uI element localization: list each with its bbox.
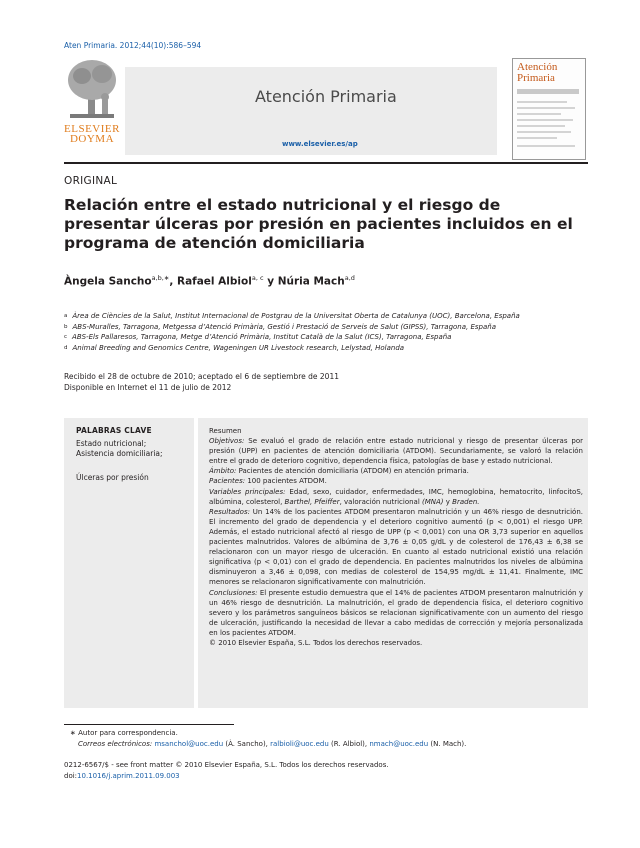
author-name: Rafael Albiol <box>176 275 252 288</box>
variables-mna: (MNA) <box>422 497 444 506</box>
author-separator: y <box>263 275 278 288</box>
cover-line <box>517 107 575 109</box>
affiliation-item <box>64 332 594 343</box>
correspondence-footnote <box>70 728 466 750</box>
author-affiliation-marks: a,b,∗ <box>151 274 170 282</box>
corresponding-text: Autor para correspondencia. <box>78 729 178 737</box>
abstract-patients <box>209 476 583 486</box>
keyword-item: Estado nutricional; <box>76 439 147 448</box>
affiliation-text: ABS-Els Pallaresos, Tarragona, Metge d’Atenció Primària, Institut Català de la Salut (ICS), Tarragona, España <box>72 333 452 341</box>
abstract-text <box>209 426 583 648</box>
cover-line <box>517 101 567 103</box>
asterisk-mark: ∗ <box>70 729 79 737</box>
abstract-conclusions <box>209 588 583 638</box>
author-affiliation-marks: a, c <box>251 274 264 282</box>
affiliation-item <box>64 311 594 322</box>
publisher-logo-text: ELSEVIER DOYMA <box>64 123 120 145</box>
email-line <box>70 739 466 750</box>
abstract-results <box>209 507 583 588</box>
abstract-variables <box>209 487 583 507</box>
affiliation-text: ABS-Muralles, Tarragona, Metgessa d’Atenció Primària, Gestió i Prestació de Serveis de Salut (GIPSS), Tarragona, España <box>72 322 497 331</box>
abstract-objectives <box>209 436 583 466</box>
setting-text: Pacientes de atención domiciliaria (ATDOM) en atención primaria. <box>236 467 469 476</box>
abstract-copyright: © 2010 Elsevier España, S.L. Todos los derechos reservados. <box>209 638 423 647</box>
tree-icon <box>64 58 120 122</box>
affiliation-mark: c <box>64 334 68 340</box>
author-name: Núria Mach <box>277 275 345 288</box>
page-footer <box>64 760 389 782</box>
email-link-albiol[interactable]: ralbioli@uoc.edu <box>270 740 329 748</box>
setting-label: Ámbito: <box>209 467 237 476</box>
affiliation-mark: a <box>64 313 68 319</box>
email-owner: (À. Sancho), <box>223 740 271 748</box>
affiliation-mark: d <box>64 344 68 351</box>
journal-citation: Aten Primaria. 2012;44(10):586–594 <box>64 41 202 50</box>
cover-line <box>517 131 571 133</box>
issn-line: 0212-6567/$ - see front matter © 2010 Elsevier España, S.L. Todos los derechos reservados. <box>64 761 389 769</box>
cover-line <box>517 125 565 127</box>
cover-title: Atención Primaria <box>517 61 558 84</box>
email-owner: (N. Mach). <box>428 740 467 748</box>
online-date: Disponible en Internet el 11 de julio de 2012 <box>64 383 232 392</box>
article-dates <box>64 371 339 393</box>
variables-scales: Barthel, Pfeiffer <box>284 497 340 506</box>
affiliation-item <box>64 322 594 333</box>
author-separator: , <box>169 275 177 288</box>
affiliation-text: Animal Breeding and Genomics Centre, Wageningen UR Livestock research, Lelystad, Holanda <box>72 343 405 352</box>
cover-line <box>517 137 557 139</box>
cover-line <box>517 145 575 147</box>
email-link-sancho[interactable]: msanchol@uoc.edu <box>154 740 224 748</box>
variables-text: , valoración nutricional <box>339 497 423 506</box>
variables-text: Edad, sexo, cuidador, enfermedades, IMC, hemoglobina, hematocrito, linfocitoS, albúmina, colesterol, <box>209 487 583 506</box>
keyword-item: Úlceras por presión <box>76 473 149 482</box>
objectives-label: Objetivos: <box>209 437 245 446</box>
email-link-mach[interactable]: nmach@uoc.edu <box>369 740 429 748</box>
author-affiliation-marks: a,d <box>344 274 355 282</box>
patients-text: 100 pacientes ATDOM. <box>245 477 327 486</box>
corresponding-author-note <box>70 728 466 739</box>
footnote-divider <box>64 724 234 725</box>
email-owner: (R. Albiol), <box>328 740 370 748</box>
results-label: Resultados: <box>209 507 250 516</box>
abstract-box <box>198 418 588 708</box>
cover-band <box>517 89 579 94</box>
affiliation-text: Àrea de Ciències de la Salut, Institut Internacional de Postgrau de la Universitat Oberta de Catalunya (UOC), Barcelona, España <box>72 312 520 320</box>
results-text: Un 14% de los pacientes ATDOM presentaron malnutrición y un 46% riesgo de desnutrición. El incremento del grado de dependencia y el deterioro cognitivo aumentó (p < 0,001) el riesgo UPP. Además, el estado nutricional afectó al riesgo de UPP (p < 0,001) con una OR 3,73 superior en aquellos pacientes malnutridos. Valores de albúmina de 3,76 ± 0,05 g/dL y de colesterol de 176,43 ± 6,38 se relacionaron con un mayor riesgo de ulceración. En cuanto al estado nutricional existió una relación significativa (p < 0,01) con el grado de dependencia. En pacientes malnutridos los niveles de albúmina disminuyeron a 3,46 ± 0,098, con medias de colesterol de 154,95 mg/dL ± 11,41. Finalmente, IMC menores se relacionaron significativamente con malnutrición. <box>209 507 583 587</box>
emails-label: Correos electrónicos: <box>78 740 153 748</box>
variables-text: y <box>443 497 453 506</box>
cover-line <box>517 113 561 115</box>
conclusions-text: El presente estudio demuestra que el 14% de pacientes ATDOM presentaron malnutrición y un 46% riesgo de desnutrición. La malnutrición, el grado de dependencia física, el deterioro cognitivo severo y los parámetros sanguíneos básicos se relacionan significativamente con un aumento del riesgo de ulceración, justificando la necesidad de llevar a cabo medidas de corrección y mejoría personalizada en los pacientes ATDOM. <box>209 588 583 637</box>
affiliation-list <box>64 311 594 353</box>
keywords-heading: PALABRAS CLAVE <box>76 426 152 435</box>
abstract-setting <box>209 466 583 476</box>
objectives-text: Se evaluó el grado de relación entre estado nutricional y riesgo de presentar úlceras por presión (UPP) en pacientes de atención domiciliaria (ATDOM). Secundariamente, se valoró la relación entre el grado de deterioro cognitivo, dependencia física, patologías de base y estado nutricional. <box>209 437 583 466</box>
doi-line <box>64 771 389 782</box>
header-banner <box>125 67 497 155</box>
affiliation-mark: b <box>64 323 68 330</box>
journal-cover-thumbnail <box>512 58 586 160</box>
doi-label: doi: <box>64 772 78 780</box>
variables-label: Variables principales: <box>209 487 286 496</box>
article-title: Relación entre el estado nutricional y el riesgo de presentar úlceras por presión en pacientes incluidos en el programa de atención domiciliaria <box>64 196 573 252</box>
author-name: Àngela Sancho <box>64 275 152 288</box>
cover-line <box>517 119 573 121</box>
variables-braden: Braden. <box>452 497 480 506</box>
header-divider <box>64 162 588 164</box>
received-date: Recibido el 28 de octubre de 2010; aceptado el 6 de septiembre de 2011 <box>64 372 339 381</box>
patients-label: Pacientes: <box>209 477 246 486</box>
section-label: ORIGINAL <box>64 175 118 187</box>
doi-link[interactable]: 10.1016/j.aprim.2011.09.003 <box>77 772 180 780</box>
affiliation-item <box>64 343 594 354</box>
keywords-box <box>64 418 194 708</box>
conclusions-label: Conclusiones: <box>209 588 258 597</box>
elsevier-logo <box>64 58 120 150</box>
journal-title: Atención Primaria <box>255 87 397 106</box>
author-list <box>64 274 355 288</box>
keyword-item: Asistencia domiciliaria; <box>76 449 163 458</box>
abstract-heading: Resumen <box>209 427 242 435</box>
journal-header <box>64 58 588 162</box>
journal-url-link[interactable]: www.elsevier.es/ap <box>282 140 358 148</box>
